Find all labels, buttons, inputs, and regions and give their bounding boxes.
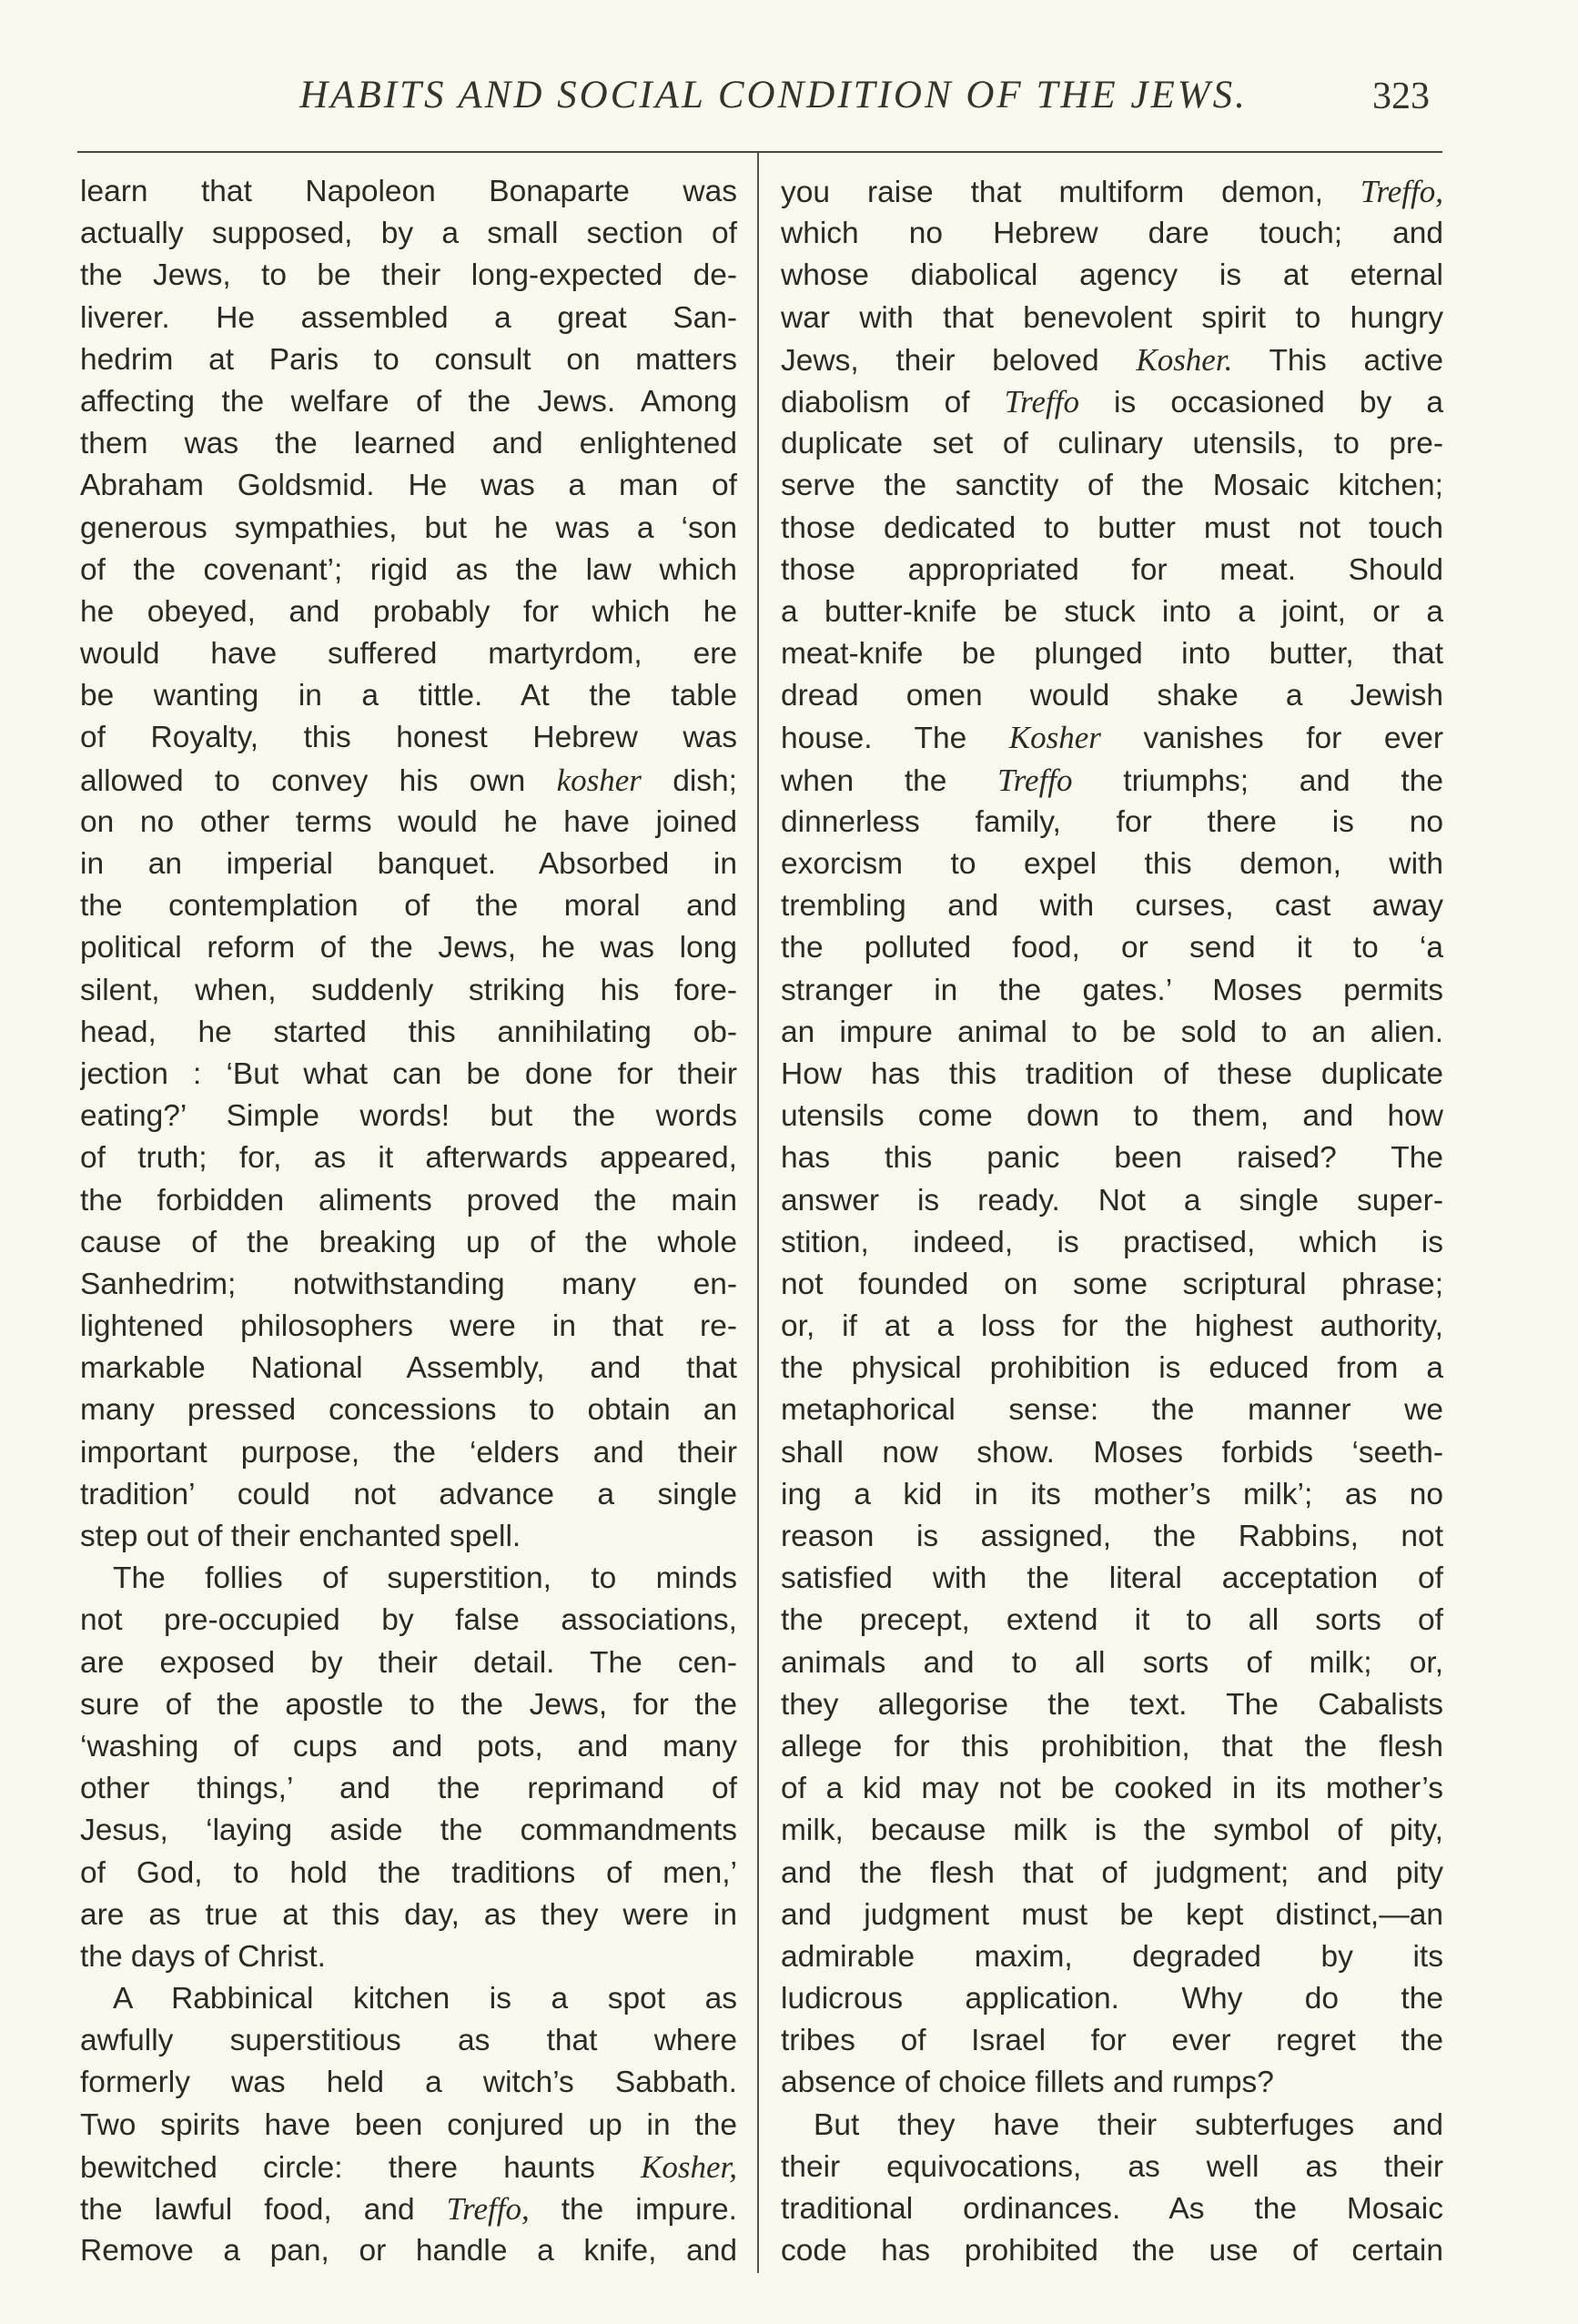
text-line: head, he started this annihilating ob-	[80, 1015, 737, 1049]
text-run: is occasioned by a	[1078, 385, 1443, 419]
text-line: are exposed by their detail. The cen-	[80, 1645, 737, 1680]
italic-term-kosher: Kosher.	[1136, 341, 1233, 378]
text-line: sure of the apostle to the Jews, for the	[80, 1687, 737, 1722]
text-line: allege for this prohibition, that the flesh	[781, 1729, 1443, 1763]
italic-term-kosher: Kosher	[1008, 720, 1101, 756]
text-line: Sanhedrim; notwithstanding many en-	[80, 1267, 737, 1301]
text-line: formerly was held a witch’s Sabbath.	[80, 2066, 737, 2100]
text-run: diabolism of	[781, 385, 1005, 419]
text-line: stition, indeed, is practised, which is	[781, 1225, 1443, 1259]
text-line: code has prohibited the use of certain	[781, 2234, 1443, 2268]
text-line: tradition’ could not advance a single	[80, 1477, 737, 1511]
text-line: has this panic been raised? The	[781, 1141, 1443, 1176]
text-line: them was the learned and enlightened	[80, 427, 737, 461]
text-line: liverer. He assembled a great San-	[80, 300, 737, 335]
header-rule	[77, 151, 1442, 153]
text-line: of the covenant’; rigid as the law which	[80, 552, 737, 587]
text-line: many pressed concessions to obtain an	[80, 1393, 737, 1428]
text-line	[80, 760, 737, 802]
text-line: milk, because milk is the symbol of pity,	[781, 1814, 1443, 1848]
text-line: the forbidden aliments proved the main	[80, 1183, 737, 1218]
text-line: silent, when, suddenly striking his fore-	[80, 973, 737, 1007]
text-line: metaphorical sense: the manner we	[781, 1393, 1443, 1428]
right-column	[781, 171, 1443, 2272]
text-line: war with that benevolent spirit to hungry	[781, 300, 1443, 335]
text-line: awfully superstitious as that where	[80, 2024, 737, 2058]
text-line: on no other terms would he have joined	[80, 804, 737, 839]
text-line: dinnerless family, for there is no	[781, 804, 1443, 839]
column-divider	[757, 153, 759, 2273]
text-line: duplicate set of culinary utensils, to pre-	[781, 427, 1443, 461]
text-run: Jews, their beloved	[781, 343, 1137, 378]
text-line: lightened philosophers were in that re-	[80, 1309, 737, 1344]
running-title: HABITS AND SOCIAL CONDITION OF THE JEWS.	[299, 74, 1248, 116]
text-line: of truth; for, as it afterwards appeared,	[80, 1141, 737, 1176]
text-line: those dedicated to butter must not touch	[781, 510, 1443, 545]
text-line: in an imperial banquet. Absorbed in	[80, 847, 737, 881]
text-line: generous sympathies, but he was a ‘son	[80, 510, 737, 545]
text-line: meat-knife be plunged into butter, that	[781, 637, 1443, 672]
text-line: markable National Assembly, and that	[80, 1351, 737, 1386]
text-line: important purpose, the ‘elders and their	[80, 1435, 737, 1470]
text-line	[781, 760, 1443, 802]
text-run: when the	[781, 763, 998, 798]
text-line: an impure animal to be sold to an alien.	[781, 1015, 1443, 1049]
text-line: traditional ordinances. As the Mosaic	[781, 2192, 1443, 2226]
left-column	[80, 171, 737, 2272]
text-line: the precept, extend it to all sorts of	[781, 1603, 1443, 1638]
text-line: jection : ‘But what can be done for their	[80, 1056, 737, 1091]
text-line: those appropriated for meat. Should	[781, 552, 1443, 587]
text-line	[781, 171, 1443, 213]
page-header	[0, 73, 1578, 136]
text-line: learn that Napoleon Bonaparte was	[80, 175, 737, 208]
page-number: 323	[1372, 76, 1430, 117]
text-run: allowed to convey his own	[80, 763, 557, 798]
text-line: Remove a pan, or handle a knife, and	[80, 2234, 737, 2268]
text-line: of God, to hold the traditions of men,’	[80, 1855, 737, 1890]
text-line: the polluted food, or send it to ‘a	[781, 931, 1443, 965]
text-line	[80, 2188, 737, 2230]
text-line: exorcism to expel this demon, with	[781, 847, 1443, 881]
text-run: the impure.	[529, 2193, 737, 2227]
text-line: eating?’ Simple words! but the words	[80, 1099, 737, 1134]
text-run: house. The	[781, 722, 1009, 756]
text-line: he obeyed, and probably for which he	[80, 594, 737, 629]
text-line: answer is ready. Not a single super-	[781, 1183, 1443, 1218]
text-line: the days of Christ.	[80, 1939, 326, 1974]
text-line: other things,’ and the reprimand of	[80, 1772, 737, 1806]
text-line	[781, 381, 1443, 423]
text-line: actually supposed, by a small section of	[80, 217, 737, 251]
text-line: they allegorise the text. The Cabalists	[781, 1687, 1443, 1722]
text-line: The follies of superstition, to minds	[113, 1561, 737, 1596]
text-line: Jesus, ‘laying aside the commandments	[80, 1814, 737, 1848]
text-line: But they have their subterfuges and	[814, 2107, 1443, 2142]
text-line: and judgment must be kept distinct,—an	[781, 1897, 1443, 1932]
text-line: affecting the welfare of the Jews. Among	[80, 384, 737, 419]
text-line: animals and to all sorts of milk; or,	[781, 1645, 1443, 1680]
text-line: hedrim at Paris to consult on matters	[80, 342, 737, 377]
text-line: would have suffered martyrdom, ere	[80, 637, 737, 672]
text-line: a butter-knife be stuck into a joint, or a	[781, 594, 1443, 629]
text-line: serve the sanctity of the Mosaic kitchen;	[781, 469, 1443, 503]
text-line: their equivocations, as well as their	[781, 2149, 1443, 2184]
text-line	[781, 717, 1443, 759]
text-line: are as true at this day, as they were in	[80, 1897, 737, 1932]
text-line: admirable maxim, degraded by its	[781, 1939, 1443, 1974]
text-line: dread omen would shake a Jewish	[781, 679, 1443, 713]
text-line: ‘washing of cups and pots, and many	[80, 1729, 737, 1763]
text-line: ing a kid in its mother’s milk’; as no	[781, 1477, 1443, 1511]
text-run: This active	[1232, 343, 1443, 378]
text-line: ludicrous application. Why do the	[781, 1982, 1443, 2016]
text-line: the Jews, to be their long-expected de-	[80, 258, 737, 293]
italic-term-kosher: kosher	[556, 762, 642, 798]
italic-term-treffo: Treffo	[1004, 383, 1079, 419]
italic-term-treffo: Treffo,	[446, 2191, 530, 2227]
text-line: Abraham Goldsmid. He was a man of	[80, 469, 737, 503]
text-line: A Rabbinical kitchen is a spot as	[113, 1982, 737, 2016]
text-line: the physical prohibition is educed from a	[781, 1351, 1443, 1386]
text-line: Two spirits have been conjured up in the	[80, 2107, 737, 2142]
text-line: political reform of the Jews, he was long	[80, 931, 737, 965]
text-line: not pre-occupied by false associations,	[80, 1603, 737, 1638]
text-line: trembling and with curses, cast away	[781, 889, 1443, 924]
text-run: you raise that multiform demon,	[781, 176, 1361, 209]
text-line: reason is assigned, the Rabbins, not	[781, 1520, 1443, 1553]
italic-term-treffo: Treffo	[997, 762, 1073, 798]
text-line: be wanting in a tittle. At the table	[80, 679, 737, 713]
text-line: of Royalty, this honest Hebrew was	[80, 721, 737, 755]
text-line: stranger in the gates.’ Moses permits	[781, 973, 1443, 1007]
text-line: absence of choice fillets and rumps?	[781, 2066, 1274, 2100]
text-line: tribes of Israel for ever regret the	[781, 2024, 1443, 2058]
text-line: and the flesh that of judgment; and pity	[781, 1855, 1443, 1890]
text-line: which no Hebrew dare touch; and	[781, 217, 1443, 251]
italic-term-kosher: Kosher,	[641, 2148, 737, 2185]
text-run: vanishes for ever	[1100, 722, 1443, 756]
text-line: of a kid may not be cooked in its mother’s	[781, 1772, 1443, 1806]
text-line: or, if at a loss for the highest authority,	[781, 1309, 1443, 1344]
italic-term-treffo: Treffo,	[1360, 174, 1443, 209]
text-line	[80, 2147, 737, 2188]
text-run: triumphs; and the	[1072, 763, 1443, 798]
text-line: not founded on some scriptural phrase;	[781, 1267, 1443, 1301]
text-line: How has this tradition of these duplicate	[781, 1056, 1443, 1091]
text-line: whose diabolical agency is at eternal	[781, 258, 1443, 293]
text-line: the contemplation of the moral and	[80, 889, 737, 924]
text-line	[781, 339, 1443, 381]
text-line: step out of their enchanted spell.	[80, 1520, 521, 1553]
text-line: cause of the breaking up of the whole	[80, 1225, 737, 1259]
text-line: shall now show. Moses forbids ‘seeth-	[781, 1435, 1443, 1470]
text-run: bewitched circle: there haunts	[80, 2150, 641, 2185]
text-run: dish;	[641, 763, 737, 798]
text-run: the lawful food, and	[80, 2193, 447, 2227]
text-line: utensils come down to them, and how	[781, 1099, 1443, 1134]
text-line: satisfied with the literal acceptation of	[781, 1561, 1443, 1596]
